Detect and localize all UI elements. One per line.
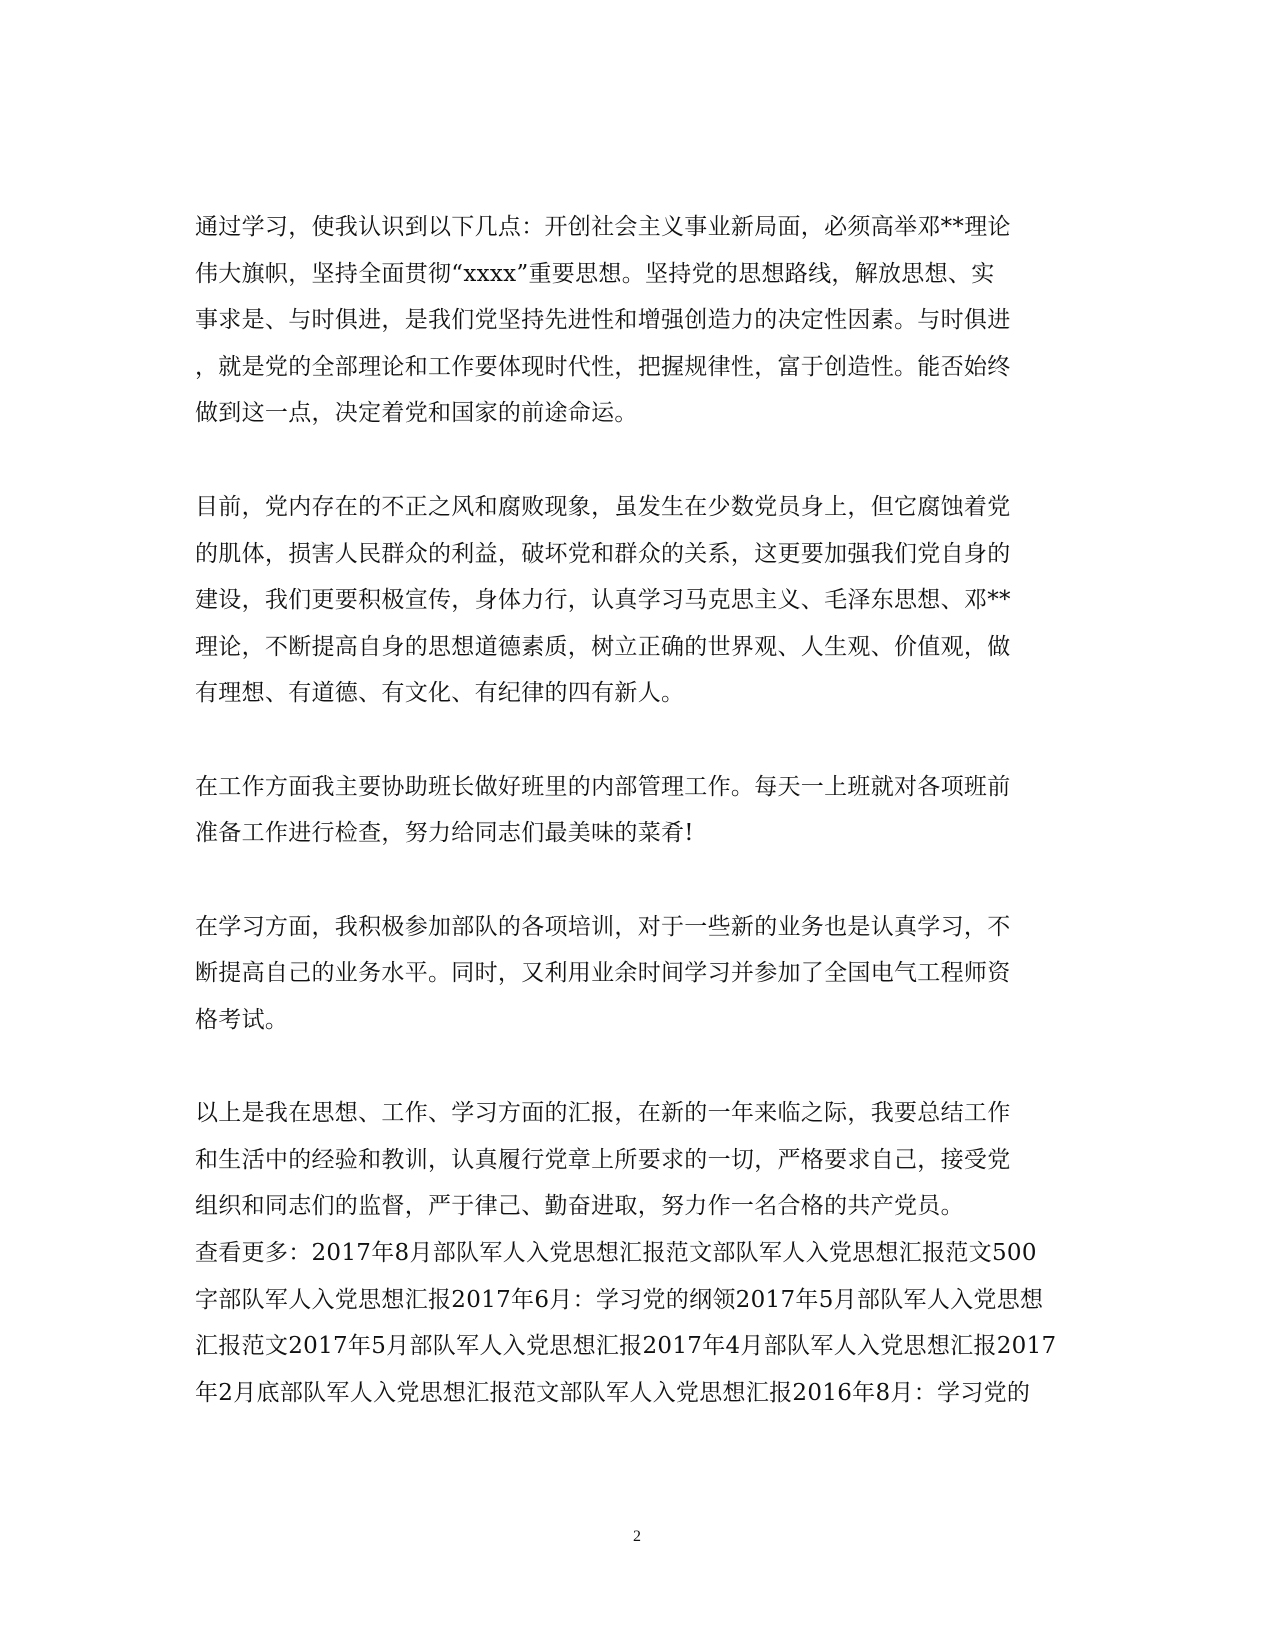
see-more-line-4: 年2月底部队军人入党思想汇报范文部队军人入党思想汇报2016年8月：学习党的: [195, 1380, 1031, 1406]
paragraph-2-line-4: 理论，不断提高自身的思想道德素质，树立正确的世界观、人生观、价值观，做: [195, 634, 1011, 660]
paragraph-4-line-2: 断提高自己的业务水平。同时，又利用业余时间学习并参加了全国电气工程师资: [195, 960, 1011, 986]
paragraph-2-line-3: 建设，我们更要积极宣传，身体力行，认真学习马克思主义、毛泽东思想、邓**: [195, 587, 1011, 613]
paragraph-3-line-1: 在工作方面我主要协助班长做好班里的内部管理工作。每天一上班就对各项班前: [195, 774, 1011, 800]
paragraph-4-line-1: 在学习方面，我积极参加部队的各项培训，对于一些新的业务也是认真学习，不: [195, 914, 1011, 940]
paragraph-2-line-5: 有理想、有道德、有文化、有纪律的四有新人。: [195, 680, 685, 706]
paragraph-4-line-3: 格考试。: [195, 1007, 289, 1033]
paragraph-5-line-2: 和生活中的经验和教训，认真履行党章上所要求的一切，严格要求自己，接受党: [195, 1147, 1011, 1173]
paragraph-2-line-1: 目前，党内存在的不正之风和腐败现象，虽发生在少数党员身上，但它腐蚀着党: [195, 494, 1011, 520]
paragraph-5-line-1: 以上是我在思想、工作、学习方面的汇报，在新的一年来临之际，我要总结工作: [195, 1100, 1011, 1126]
paragraph-1-line-2: 伟大旗帜，坚持全面贯彻“xxxx”重要思想。坚持党的思想路线，解放思想、实: [195, 261, 995, 287]
paragraph-3-line-2: 准备工作进行检查，努力给同志们最美味的菜肴!: [195, 820, 694, 846]
see-more-line-1: 查看更多：2017年8月部队军人入党思想汇报范文部队军人入党思想汇报范文500: [195, 1240, 1037, 1266]
page-number: 2: [633, 1528, 641, 1545]
paragraph-1-line-4: ，就是党的全部理论和工作要体现时代性，把握规律性，富于创造性。能否始终: [195, 354, 1011, 380]
paragraph-1-line-1: 通过学习，使我认识到以下几点：开创社会主义事业新局面，必须高举邓**理论: [195, 214, 1011, 240]
see-more-line-3: 汇报范文2017年5月部队军人入党思想汇报2017年4月部队军人入党思想汇报2017: [195, 1333, 1057, 1359]
paragraph-5-line-3: 组织和同志们的监督，严于律己、勤奋进取，努力作一名合格的共产党员。: [195, 1193, 964, 1219]
paragraph-2-line-2: 的肌体，损害人民群众的利益，破坏党和群众的关系，这更要加强我们党自身的: [195, 541, 1011, 567]
paragraph-1-line-5: 做到这一点，决定着党和国家的前途命运。: [195, 400, 638, 426]
paragraph-1-line-3: 事求是、与时俱进，是我们党坚持先进性和增强创造力的决定性因素。与时俱进: [195, 307, 1011, 333]
see-more-line-2: 字部队军人入党思想汇报2017年6月：学习党的纲领2017年5月部队军人入党思想: [195, 1287, 1044, 1313]
